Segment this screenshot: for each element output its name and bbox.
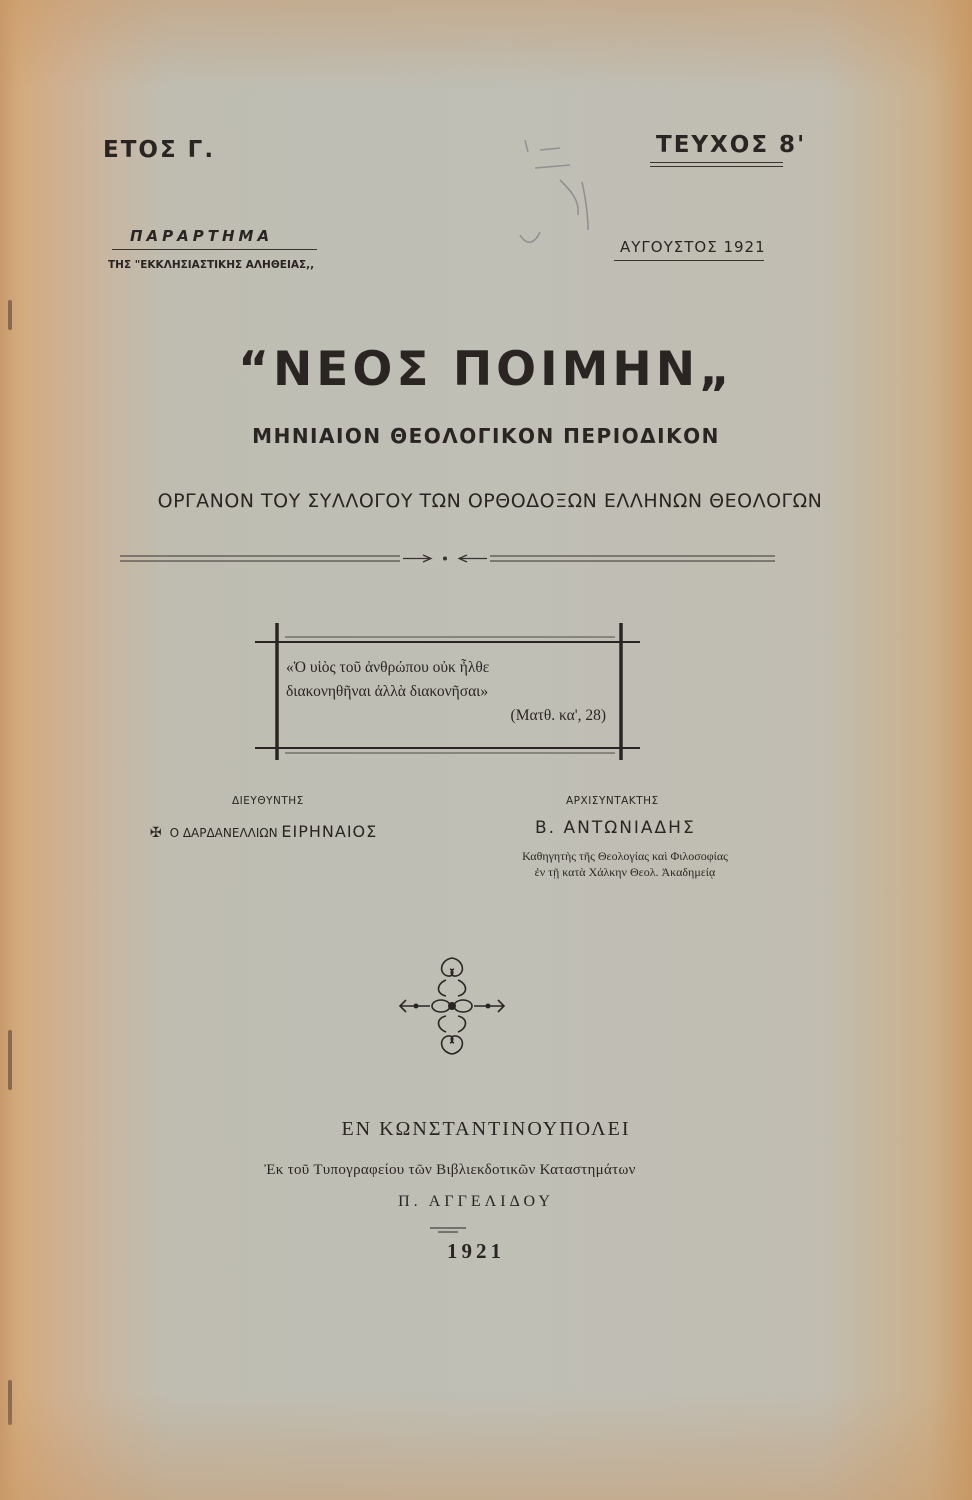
issue-rule — [650, 166, 783, 167]
director-prefix: Ο ΔΑΡΔΑΝΕΛΛΙΩΝ — [169, 826, 278, 840]
editor-note-line: ἐν τῇ κατὰ Χάλκην Θεολ. Ἀκαδημείᾳ — [534, 865, 716, 879]
issue-rule — [650, 162, 783, 163]
cross-icon: ✠ — [150, 825, 162, 841]
publication-year: 1921 — [447, 1239, 505, 1263]
imprint-rule — [430, 1226, 466, 1234]
supplement-label: ΠΑΡΑΡΤΗΜΑ — [130, 227, 274, 245]
supplement-of: ΤΗΣ "ΕΚΚΛΗΣΙΑΣΤΙΚΗΣ ΑΛΗΘΕΙΑΣ,, — [108, 259, 315, 271]
imprint-printer-name: Π. ΑΓΓΕΛΙΔΟΥ — [398, 1193, 554, 1210]
editor-note-line: Καθηγητὴς τῆς Θεολογίας καὶ Φιλοσοφίας — [522, 849, 728, 863]
supplement-rule — [112, 249, 317, 250]
editor-title: ΑΡΧΙΣΥΝΤΑΚΤΗΣ — [566, 795, 659, 807]
director-name: ΕΙΡΗΝΑΙΟΣ — [281, 822, 378, 841]
year-label: ΕΤΟΣ Γ. — [103, 137, 216, 163]
issue-date: ΑΥΓΟΥΣΤΟΣ 1921 — [620, 238, 766, 256]
ornamental-divider — [120, 550, 775, 568]
journal-title: “ΝΕΟΣ ΠΟΙΜΗΝ„ — [238, 342, 734, 397]
date-rule — [614, 260, 764, 261]
spine-stain — [8, 1030, 12, 1090]
fleuron-ornament-icon — [396, 950, 508, 1062]
epigraph-line: «Ὁ υἱὸς τοῦ ἀνθρώπου οὐκ ἦλθε — [286, 659, 490, 676]
director-title: ΔΙΕΥΘΥΝΤΗΣ — [232, 795, 304, 807]
spine-stain — [8, 1380, 12, 1425]
director-name-line — [150, 822, 377, 841]
spine-stain — [8, 300, 12, 330]
epigraph-reference: (Ματθ. κα', 28) — [510, 707, 606, 724]
epigraph-quote — [286, 656, 606, 728]
issue-label: ΤΕΥΧΟΣ 8' — [656, 132, 807, 158]
editor-name: Β. ΑΝΤΩΝΙΑΔΗΣ — [535, 818, 696, 838]
epigraph-line: διακονηθῆναι ἀλλὰ διακονῆσαι» — [286, 683, 489, 700]
imprint-printer: Ἐκ τοῦ Τυπογραφείου τῶν Βιβλιεκδοτικῶν Καταστημάτων — [264, 1162, 636, 1178]
journal-organ-line: ΟΡΓΑΝΟΝ ΤΟΥ ΣΥΛΛΟΓΟΥ ΤΩΝ ΟΡΘΟΔΟΞΩΝ ΕΛΛΗΝΩΝ ΘΕΟΛΟΓΩΝ — [157, 490, 823, 512]
editor-note — [470, 848, 780, 880]
imprint-place: ΕΝ ΚΩΝΣΤΑΝΤΙΝΟΥΠΟΛΕΙ — [341, 1118, 631, 1140]
journal-subtitle: ΜΗΝΙΑΙΟΝ ΘΕΟΛΟΓΙΚΟΝ ΠΕΡΙΟΔΙΚΟΝ — [252, 424, 720, 448]
